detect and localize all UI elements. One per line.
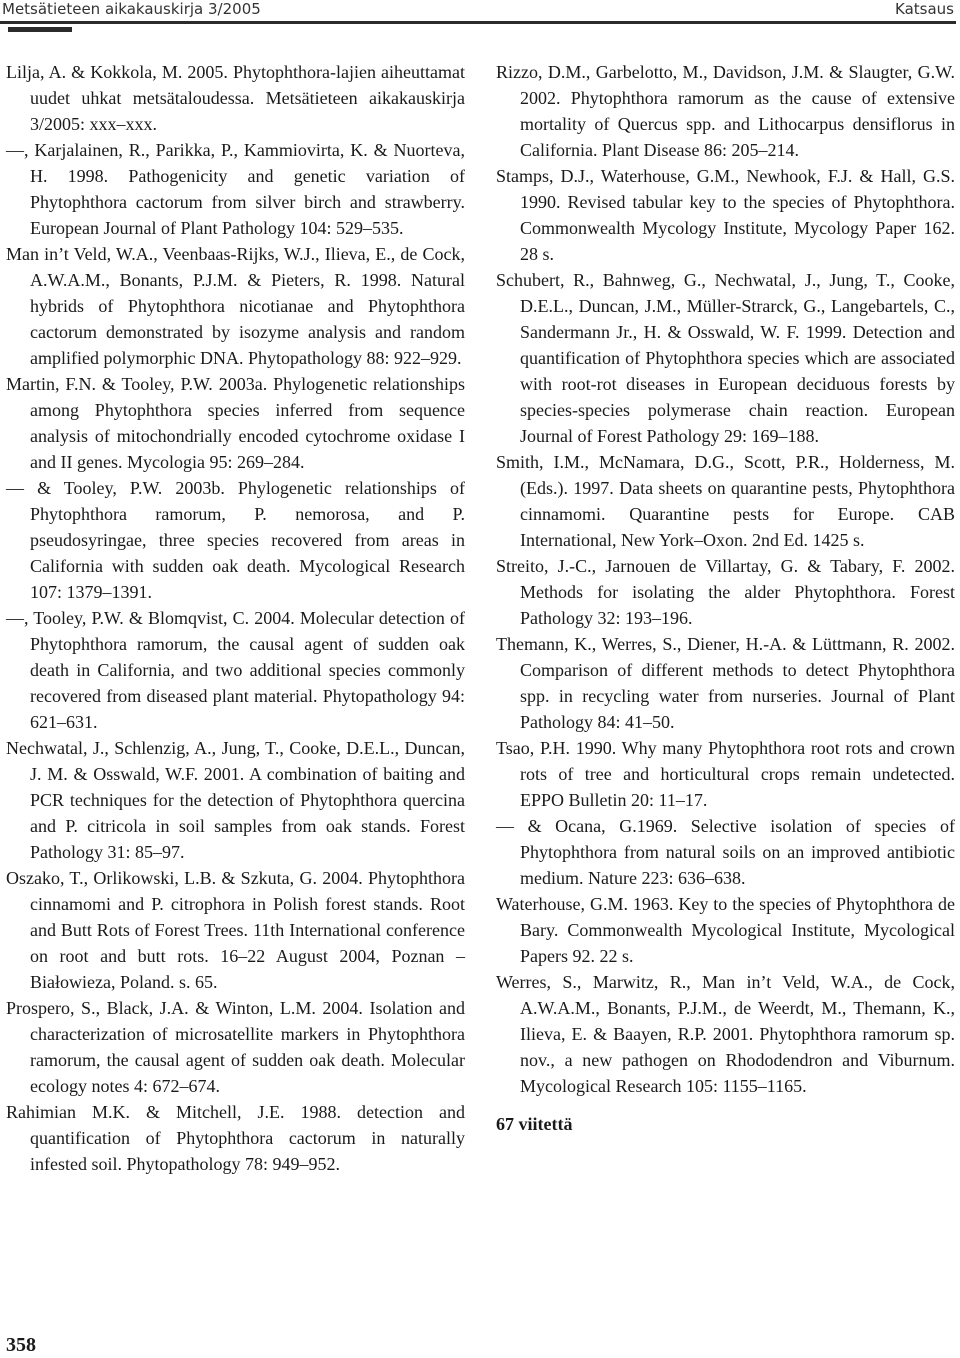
reference-item: Stamps, D.J., Waterhouse, G.M., Newhook, F.J. & Hall, G.S. 1990. Revised tabular key to the species of Phytophthora. Commonwealth Mycology Institute, Mycology Paper 162. 28 s. <box>496 166 955 264</box>
header-rule <box>0 21 956 24</box>
reference-item: Man in’t Veld, W.A., Veenbaas-Rijks, W.J., Ilieva, E., de Cock, A.W.A.M., Bonants, P.J.M. & Pieters, R. 1998. Natural hybrids of Phytophthora nicotianae and Phytophthora cactorum demonstrated by isozyme analysis and random amplified polymorphic DNA. Phytopathology 88: 922–929. <box>6 244 465 368</box>
reference-item: — & Ocana, G.1969. Selective isolation of species of Phytophthora from natural soils on an improved antibiotic medium. Nature 223: 636–638. <box>496 816 955 888</box>
reference-item: Rahimian M.K. & Mitchell, J.E. 1988. detection and quantification of Phytophthora cactorum in naturally infested soil. Phytopathology 78: 949–952. <box>6 1102 465 1174</box>
page-number: 358 <box>6 1334 36 1356</box>
section-label: Katsaus <box>895 0 954 18</box>
reference-item: —, Tooley, P.W. & Blomqvist, C. 2004. Molecular detection of Phytophthora ramorum, the causal agent of sudden oak death in California, and two additional species commonly recovered from diseased plant material. Phytopathology 94: 621–631. <box>6 608 465 732</box>
journal-title: Metsätieteen aikakauskirja 3/2005 <box>2 0 261 18</box>
reference-item: — & Tooley, P.W. 2003b. Phylogenetic relationships of Phytophthora ramorum, P. nemorosa, and P. pseudosyringae, three species recovered from areas in California with sudden oak death. Mycological Research 107: 1379–1391. <box>6 478 465 602</box>
reference-item: Waterhouse, G.M. 1963. Key to the species of Phytophthora de Bary. Commonwealth Mycological Institute, Mycological Papers 92. 22 s. <box>496 894 955 966</box>
reference-item: Prospero, S., Black, J.A. & Winton, L.M. 2004. Isolation and characterization of microsatellite markers in Phytophthora ramorum, the causal agent of sudden oak death. Molecular ecology notes 4: 672–674. <box>6 998 465 1096</box>
reference-item: Rizzo, D.M., Garbelotto, M., Davidson, J.M. & Slaugter, G.W. 2002. Phytophthora ramorum as the cause of extensive mortality of Quercus spp. and Lithocarpus densiflorus in California. Plant Disease 86: 205–214. <box>496 62 955 160</box>
reference-item: Martin, F.N. & Tooley, P.W. 2003a. Phylogenetic relationships among Phytophthora species inferred from sequence analysis of mitochondrially encoded cytochrome oxidase I and II genes. Mycologia 95: 269–284. <box>6 374 465 472</box>
reference-item: Smith, I.M., McNamara, D.G., Scott, P.R., Holderness, M. (Eds.). 1997. Data sheets on quarantine pests, Phytophthora cinnamomi. Quarantine pests for Europe. CAB International, New York–Oxon. 2nd Ed. 1425 s. <box>496 452 955 550</box>
reference-item: Lilja, A. & Kokkola, M. 2005. Phytophthora-lajien aiheuttamat uudet uhkat metsätaloudessa. Metsätieteen aikakauskirja 3/2005: xxx–xxx. <box>6 62 465 134</box>
reference-item: Streito, J.-C., Jarnouen de Villartay, G. & Tabary, F. 2002. Methods for isolating the alder Phytophthora. Forest Pathology 32: 193–196. <box>496 556 955 628</box>
reference-item: Tsao, P.H. 1990. Why many Phytophthora root rots and crown rots of tree and horticultural crops remain undetected. EPPO Bulletin 20: 11–17. <box>496 738 955 810</box>
reference-item: —, Karjalainen, R., Parikka, P., Kammiovirta, K. & Nuorteva, H. 1998. Pathogenicity and genetic variation of Phytophthora cactorum from silver birch and strawberry. European Journal of Plant Pathology 104: 529–535. <box>6 140 465 238</box>
running-header <box>0 0 960 22</box>
reference-item: Nechwatal, J., Schlenzig, A., Jung, T., Cooke, D.E.L., Duncan, J. M. & Osswald, W.F. 2001. A combination of baiting and PCR techniques for the detection of Phytophthora quercina and P. citricola in soil samples from oak stands. Forest Pathology 31: 85–97. <box>6 738 465 862</box>
reference-column-right <box>496 59 955 1137</box>
header-accent-bar <box>8 27 72 32</box>
reference-item: Werres, S., Marwitz, R., Man in’t Veld, W.A., de Cock, A.W.A.M., Bonants, P.J.M., de Weerdt, M., Themann, K., Ilieva, E. & Baayen, R.P. 2001. Phytophthora ramorum sp. nov., a new pathogen on Rhododendron and Viburnum. Mycological Research 105: 1155–1165. <box>496 972 955 1096</box>
reference-item: Schubert, R., Bahnweg, G., Nechwatal, J., Jung, T., Cooke, D.E.L., Duncan, J.M., Müller-Strarck, G., Langebartels, C., Sandermann Jr., H. & Osswald, W. F. 1999. Detection and quantification of Phytophthora species which are associated with root-rot diseases in European deciduous forests by species-species polymerase chain reaction. European Journal of Forest Pathology 29: 169–188. <box>496 270 955 446</box>
reference-column-left <box>6 59 465 1177</box>
reference-item: Themann, K., Werres, S., Diener, H.-A. & Lüttmann, R. 2002. Comparison of different methods to detect Phytophthora spp. in recycling water from nurseries. Journal of Plant Pathology 84: 41–50. <box>496 634 955 732</box>
reference-item: Oszako, T., Orlikowski, L.B. & Szkuta, G. 2004. Phytophthora cinnamomi and P. citrophora in Polish forest stands. Root and Butt Rots of Forest Trees. 11th International conference on root and butt rots. 16–22 August 2004, Poznan – Białowieza, Poland. s. 65. <box>6 868 465 992</box>
reference-count: 67 viitettä <box>496 1114 573 1134</box>
